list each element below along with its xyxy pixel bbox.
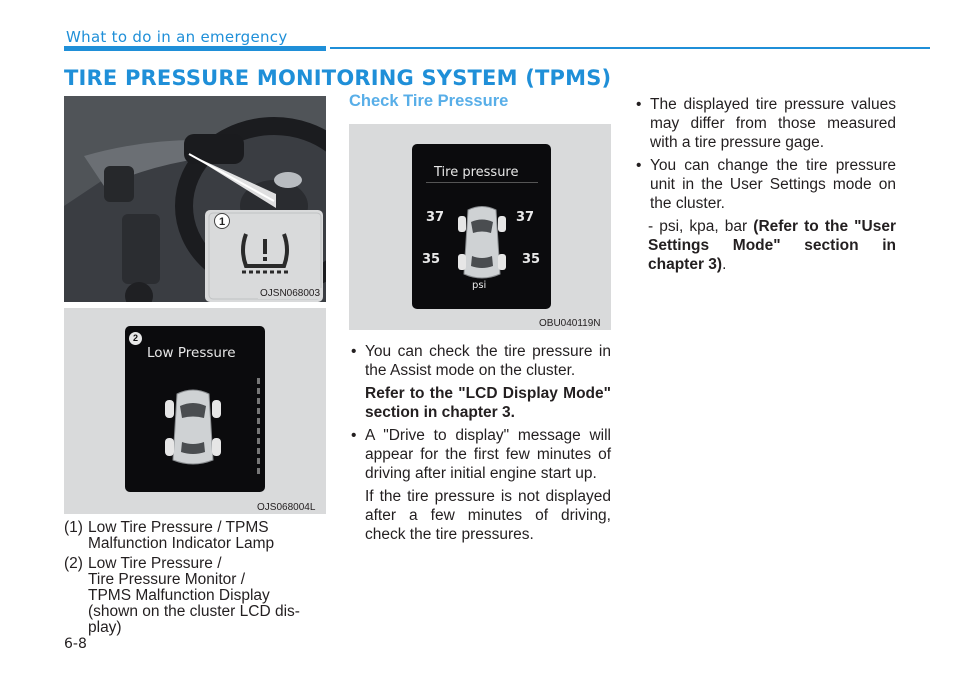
cluster-lcd [412,144,551,309]
image-code: OBU040119N [539,318,601,329]
caption-item-1: (1) Low Tire Pressure / TPMS Malfunction Indicator Lamp [64,519,275,552]
rear-right-pressure: 35 [522,252,541,267]
callout-badge-2: 2 [129,332,142,345]
list-item: • A "Drive to display" message will appear for the first few minutes of driving after initial engine start up. [351,427,611,482]
caption-item-2: (2) Low Tire Pressure / Tire Pressure Monitor / TPMS Malfunction Display (shown on the cluster LCD dis- play) [64,555,300,636]
header-rule-thin [330,47,930,49]
car-top-view-icon [456,204,508,282]
car-top-view-icon [163,386,223,468]
page-number: 6-8 [64,636,87,652]
figure-captions [64,520,326,640]
check-pressure-text [349,342,611,544]
low-pressure-figure [64,308,326,514]
list-item: • The displayed tire pressure values may differ from those measured with a tire pressure gage. [636,96,896,151]
list-item: • You can check the tire pressure in the Assist mode on the cluster. [351,343,611,379]
check-tire-pressure-heading: Check Tire Pressure [349,92,509,110]
image-code: OJS068004L [257,502,316,513]
front-left-pressure: 37 [426,210,445,225]
dashboard-photo [64,96,326,302]
header-rule-thick [64,46,326,51]
page-title: TIRE PRESSURE MONITORING SYSTEM (TPMS) [64,66,612,90]
cluster-lcd [125,326,265,492]
front-right-pressure: 37 [516,210,535,225]
pressure-unit: psi [472,280,487,291]
tire-pressure-figure [349,124,611,330]
tpms-warning-icon [236,228,294,280]
units-note: - psi, kpa, bar (Refer to the "User Settings Mode" section in chapter 3). [648,218,896,273]
right-column-text [634,95,896,274]
rear-left-pressure: 35 [422,252,441,267]
callout-badge-1: 1 [214,213,230,229]
list-item: • You can change the tire pressure unit in the User Settings mode on the cluster. [636,157,896,212]
screen-title: Tire pressure [434,165,519,180]
paragraph: If the tire pressure is not displayed after a few minutes of driving, check the tire pressures. [365,488,611,543]
reference-note: Refer to the "LCD Display Mode" section in chapter 3. [365,385,611,421]
screen-title: Low Pressure [147,345,236,361]
image-code: OJSN068003 [260,288,321,299]
scroll-indicator [257,378,260,478]
title-divider [426,182,538,183]
running-header: What to do in an emergency [66,28,288,46]
